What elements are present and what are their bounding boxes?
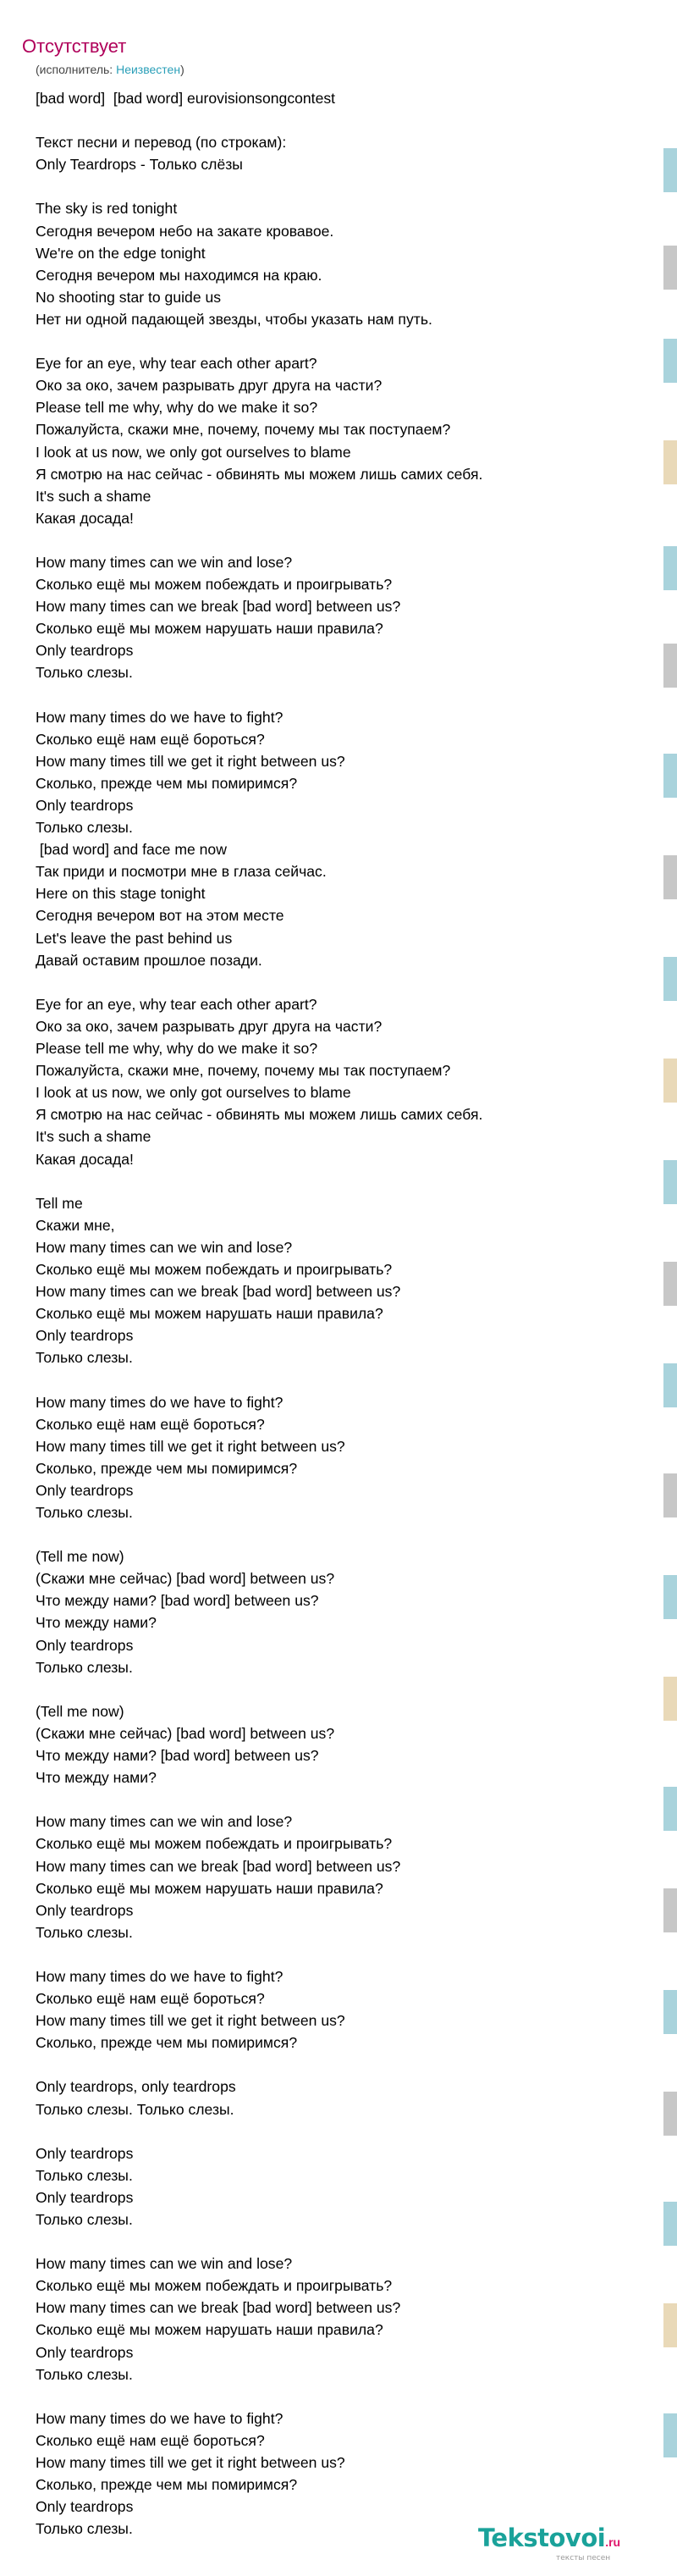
lyric-line: It's such a shame <box>36 1128 151 1146</box>
lyric-line: Let's leave the past behind us <box>36 929 233 947</box>
lyric-line: Сегодня вечером небо на закате кровавое. <box>36 222 334 240</box>
logo-tagline: тексты песен <box>556 2554 611 2562</box>
lyric-line: [bad word] and face me now <box>36 841 227 859</box>
lyric-line: Сколько ещё нам ещё бороться? <box>36 1990 265 2008</box>
lyric-line: How many times till we get it right between us? <box>36 2454 345 2472</box>
decorative-side-stripes <box>663 0 677 2576</box>
stripe <box>663 957 677 1001</box>
lyric-line: Пожалуйста, скажи мне, почему, почему мы так поступаем? <box>36 1062 451 1080</box>
stripe <box>663 1160 677 1204</box>
lyric-line: How many times till we get it right between us? <box>36 752 345 770</box>
lyric-line: Сколько ещё нам ещё бороться? <box>36 730 265 748</box>
lyric-line: Сколько, прежде чем мы помиримся? <box>36 2476 298 2494</box>
artist-line <box>36 62 184 77</box>
stripe <box>663 644 677 688</box>
lyric-line <box>36 2054 645 2076</box>
lyric-line <box>36 175 645 197</box>
lyric-line: Только слезы. <box>36 1504 133 1521</box>
lyric-line <box>36 1368 645 1390</box>
lyric-line <box>36 1788 645 1810</box>
lyric-line: Сколько, прежде чем мы помиримся? <box>36 2034 298 2052</box>
lyric-line: Только слезы. <box>36 1349 133 1367</box>
stripe <box>663 1262 677 1306</box>
lyric-line <box>36 684 645 706</box>
lyric-line: Only Teardrops - Только слёзы <box>36 156 243 174</box>
lyric-line: Сколько ещё мы можем нарушать наши правила? <box>36 1305 383 1323</box>
lyric-line: Только слезы. <box>36 1923 133 1941</box>
lyric-line: How many times till we get it right between us? <box>36 1437 345 1455</box>
lyric-line: How many times can we win and lose? <box>36 1813 293 1831</box>
stripe <box>663 1363 677 1407</box>
lyric-line: Что между нами? <box>36 1769 157 1787</box>
lyric-line <box>36 2231 645 2253</box>
lyric-line: The sky is red tonight <box>36 200 178 218</box>
lyric-line: Eye for an eye, why tear each other apart? <box>36 995 317 1013</box>
lyric-line <box>36 2385 645 2407</box>
lyric-line: Сегодня вечером вот на этом месте <box>36 907 284 925</box>
site-logo[interactable] <box>478 2523 673 2568</box>
artist-prefix: (исполнитель: <box>36 63 117 76</box>
lyrics-text <box>36 87 645 2540</box>
lyric-line: How many times can we win and lose? <box>36 1238 293 1256</box>
lyric-line: Tell me <box>36 1194 83 1212</box>
lyric-line <box>36 1943 645 1965</box>
stripe <box>663 339 677 383</box>
stripe <box>663 2413 677 2457</box>
lyric-line: How many times can we break [bad word] between us? <box>36 2299 401 2317</box>
stripe <box>663 754 677 798</box>
stripe <box>663 1059 677 1103</box>
lyric-line: How many times do we have to fight? <box>36 1393 283 1411</box>
stripe <box>663 246 677 290</box>
lyric-line: Only teardrops <box>36 2343 134 2361</box>
artist-suffix: ) <box>180 63 184 76</box>
lyric-line <box>36 1678 645 1700</box>
lyric-line: (Tell me now) <box>36 1702 124 1720</box>
stripe <box>663 546 677 590</box>
lyric-line: Here on this stage tonight <box>36 885 206 903</box>
lyric-line: Так приди и посмотри мне в глаза сейчас. <box>36 863 327 881</box>
lyric-line: No shooting star to guide us <box>36 288 222 306</box>
lyric-line: Сколько ещё мы можем нарушать наши правила? <box>36 1879 383 1897</box>
lyric-line: Что между нами? [bad word] between us? <box>36 1747 319 1765</box>
lyric-line: How many times do we have to fight? <box>36 708 283 726</box>
lyric-line <box>36 330 645 352</box>
lyric-line: How many times can we break [bad word] between us? <box>36 598 401 616</box>
lyric-line: Какая досада! <box>36 509 134 527</box>
lyric-line: Сколько ещё нам ещё бороться? <box>36 2431 265 2449</box>
lyric-line: Что между нами? [bad word] between us? <box>36 1592 319 1610</box>
lyric-line: Only teardrops <box>36 642 134 660</box>
lyric-line: Only teardrops <box>36 1327 134 1345</box>
lyric-line <box>36 1170 645 1192</box>
lyric-line: Only teardrops <box>36 1636 134 1654</box>
lyric-line: How many times till we get it right between us? <box>36 2012 345 2030</box>
lyric-line: Только слезы. <box>36 1658 133 1676</box>
lyric-line: Only teardrops <box>36 2188 134 2206</box>
lyric-line: Какая досада! <box>36 1150 134 1168</box>
lyric-line: Сколько ещё мы можем побеждать и проигрывать? <box>36 576 393 594</box>
lyric-line: Пожалуйста, скажи мне, почему, почему мы так поступаем? <box>36 421 451 439</box>
lyric-line: How many times can we win and lose? <box>36 553 293 571</box>
lyric-line: Сколько ещё нам ещё бороться? <box>36 1415 265 1433</box>
stripe <box>663 1888 677 1932</box>
lyric-line: How many times can we win and lose? <box>36 2255 293 2273</box>
lyric-line <box>36 1523 645 1545</box>
song-title: Отсутствует <box>22 36 127 57</box>
lyric-line: Только слезы. Только слезы. <box>36 2100 234 2118</box>
lyric-line: How many times do we have to fight? <box>36 1967 283 1985</box>
lyric-line: (Скажи мне сейчас) [bad word] between us? <box>36 1724 335 1742</box>
lyric-line: Скажи мне, <box>36 1216 115 1234</box>
lyric-line: We're on the edge tonight <box>36 244 206 262</box>
lyric-line <box>36 109 645 131</box>
lyric-line: Я смотрю на нас сейчас - обвинять мы можем лишь самих себя. <box>36 465 483 483</box>
lyric-line: Давай оставим прошлое позади. <box>36 951 262 969</box>
artist-link[interactable]: Неизвестен <box>116 63 181 76</box>
stripe <box>663 1575 677 1619</box>
stripe <box>663 1787 677 1831</box>
stripe <box>663 2202 677 2246</box>
lyric-line: (Tell me now) <box>36 1548 124 1566</box>
lyric-line: Сколько ещё мы можем побеждать и проигрывать? <box>36 2277 393 2295</box>
lyric-line: Please tell me why, why do we make it so? <box>36 1040 318 1058</box>
lyric-line: Око за око, зачем разрывать друг друга на части? <box>36 1017 383 1035</box>
lyric-line: Что между нами? <box>36 1614 157 1632</box>
lyric-line: [bad word] [bad word] eurovisionsongcontest <box>36 90 336 107</box>
lyric-line <box>36 2120 645 2142</box>
lyric-line <box>36 971 645 993</box>
lyric-line: Only teardrops, only teardrops <box>36 2078 236 2096</box>
logo-tld: .ru <box>605 2535 621 2549</box>
lyric-line: I look at us now, we only got ourselves to blame <box>36 1084 351 1102</box>
stripe <box>663 1990 677 2034</box>
lyric-line: Око за око, зачем разрывать друг друга на части? <box>36 377 383 395</box>
lyric-line: Текст песни и перевод (по строкам): <box>36 134 287 152</box>
lyric-line: Сколько ещё мы можем побеждать и проигрывать? <box>36 1835 393 1853</box>
lyric-line: Сегодня вечером мы находимся на краю. <box>36 266 322 284</box>
lyric-line: How many times can we break [bad word] between us? <box>36 1283 401 1301</box>
stripe <box>663 1473 677 1517</box>
lyric-line: Only teardrops <box>36 1901 134 1919</box>
lyric-line: Only teardrops <box>36 2144 134 2162</box>
lyric-line: Only teardrops <box>36 1481 134 1499</box>
lyric-line: It's such a shame <box>36 487 151 505</box>
lyric-line: How many times do we have to fight? <box>36 2409 283 2427</box>
stripe <box>663 2092 677 2136</box>
lyric-line: Только слезы. <box>36 819 133 837</box>
lyric-line <box>36 529 645 551</box>
lyric-line: Только слезы. <box>36 2365 133 2383</box>
lyric-line: Сколько ещё мы можем побеждать и проигрывать? <box>36 1260 393 1278</box>
lyric-line: Сколько ещё мы можем нарушать наши правила? <box>36 2321 383 2339</box>
lyric-line: Нет ни одной падающей звезды, чтобы указать нам путь. <box>36 310 432 328</box>
stripe <box>663 855 677 899</box>
lyric-line: Сколько, прежде чем мы помиримся? <box>36 1459 298 1477</box>
lyric-line: Only teardrops <box>36 2498 134 2516</box>
lyric-line: Please tell me why, why do we make it so? <box>36 399 318 417</box>
logo-name: Tekstovoi <box>478 2523 606 2552</box>
lyric-line: Только слезы. <box>36 664 133 682</box>
lyric-line: Eye for an eye, why tear each other apart? <box>36 355 317 373</box>
lyric-line: Только слезы. <box>36 2520 133 2538</box>
lyric-line: I look at us now, we only got ourselves to blame <box>36 443 351 461</box>
lyric-line: Я смотрю на нас сейчас - обвинять мы можем лишь самих себя. <box>36 1106 483 1124</box>
lyric-line: Сколько ещё мы можем нарушать наши правила? <box>36 620 383 638</box>
lyric-line: Только слезы. <box>36 2166 133 2184</box>
lyric-line: How many times can we break [bad word] between us? <box>36 1857 401 1875</box>
lyric-line: Только слезы. <box>36 2211 133 2228</box>
lyric-line: (Скажи мне сейчас) [bad word] between us? <box>36 1570 335 1588</box>
stripe <box>663 1677 677 1721</box>
lyric-line: Only teardrops <box>36 797 134 814</box>
stripe <box>663 2303 677 2347</box>
lyric-line: Сколько, прежде чем мы помиримся? <box>36 774 298 792</box>
stripe <box>663 440 677 484</box>
stripe <box>663 148 677 192</box>
